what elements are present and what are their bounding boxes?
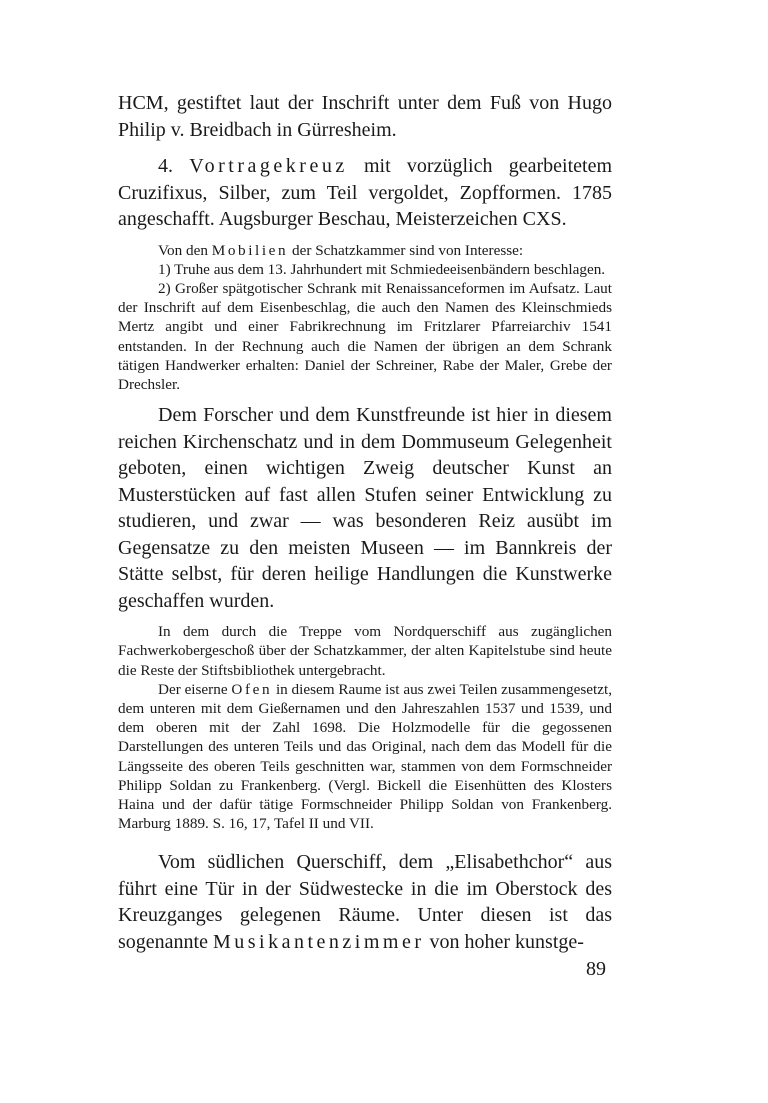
note-schrank: 2) Großer spätgotischer Schrank mit Renaissanceformen im Aufsatz. Laut der Inschrift auf dem Eisenbeschlag, die auch den Namen des Kleinschmieds Mertz angibt und einer Fabrikrechnung im Fritzlarer Pfarreiarchiv 1541 entstanden. In der Rechnung auch die Namen der übrigen an dem Schrank tätigen Handwerker erhalten: Daniel der Schreiner, Rabe der Maler, Grebe der Drechsler. [118, 279, 612, 393]
paragraph-vortragekreuz-text: mit vorzüglich gearbeitetem Cruzifixus, Silber, zum Teil vergoldet, Zopfformen. 1785 angeschafft. Augsburger Beschau, Meisterzeichen CXS. [118, 155, 613, 230]
note-stiftsbibliothek: In dem durch die Treppe vom Nordquerschiff aus zugänglichen Fachwerkobergeschoß über der Schatzkammer, der alten Kapitelstube sind heute die Reste der Stiftsbibliothek untergebracht. [118, 623, 612, 679]
note-mobilien-text: der Schatzkammer sind von Interesse: [288, 241, 524, 259]
paragraph-1: HCM, gestiftet laut der Inschrift unter dem Fuß von Hugo Philip v. Breidbach in Gürresheim. [118, 92, 612, 141]
paragraph-querschiff-text: von hoher kunstge- [424, 930, 584, 953]
spaced-term-vortragekreuz: Vortragekreuz [189, 155, 348, 177]
note-ofen-text: in diesem Raume ist aus zwei Teilen zusammengesetzt, dem unteren mit dem Gießernamen und den Jahreszahlen 1537 und 1539, und dem oberen mit der Zahl 1698. Die Holzmodelle für die gegossenen Darstellungen des unteren Teils und das Original, nach dem das Modell für die Längsseite des oberen Teils geschnitten war, stammen von dem Formschneider Philipp Soldan zu Frankenberg. (Vergl. Bickell die Eisenhütten des Klosters Haina und der dafür tätige Formschneider Philipp Soldan von Frankenberg. Marburg 1889. S. 16, 17, Tafel II und VII. [118, 680, 612, 833]
text-column [118, 90, 612, 955]
note-truhe: 1) Truhe aus dem 13. Jahrhundert mit Schmiedeeisenbändern beschlagen. [158, 260, 606, 278]
note-ofen-pre: Der eiserne [158, 680, 232, 698]
paragraph-querschiff-pre: Vom südlichen Querschiff, dem „Elisabethchor“ aus führt eine Tür in der Südwestecke in die im Oberstock des Kreuzganges gelegenen Räume. Unter diesen ist das sogenannte [118, 851, 612, 953]
note-ofen [118, 680, 612, 834]
spaced-term-ofen: Ofen [231, 680, 273, 698]
page-number: 89 [586, 958, 606, 980]
paragraph-vortragekreuz [118, 153, 612, 233]
spaced-term-mobilien: Mobilien [211, 241, 289, 259]
item-number: 4. [158, 155, 190, 177]
note-mobilien [118, 241, 612, 260]
paragraph-querschiff [118, 849, 612, 955]
paragraph-forscher: Dem Forscher und dem Kunstfreunde ist hier in diesem reichen Kirchenschatz und in dem Dommuseum Gelegenheit geboten, einen wichtigen Zweig deutscher Kunst an Musterstücken auf fast allen Stufen seiner Entwicklung zu studieren, und zwar — was besonderen Reiz ausübt im Gegensatze zu den meisten Museen — im Bannkreis der Stätte selbst, für deren heilige Handlungen die Kunstwerke geschaffen wurden. [118, 404, 612, 612]
spaced-term-musikantenzimmer: Musikantenzimmer [212, 930, 425, 953]
note-mobilien-pre: Von den [158, 241, 212, 259]
